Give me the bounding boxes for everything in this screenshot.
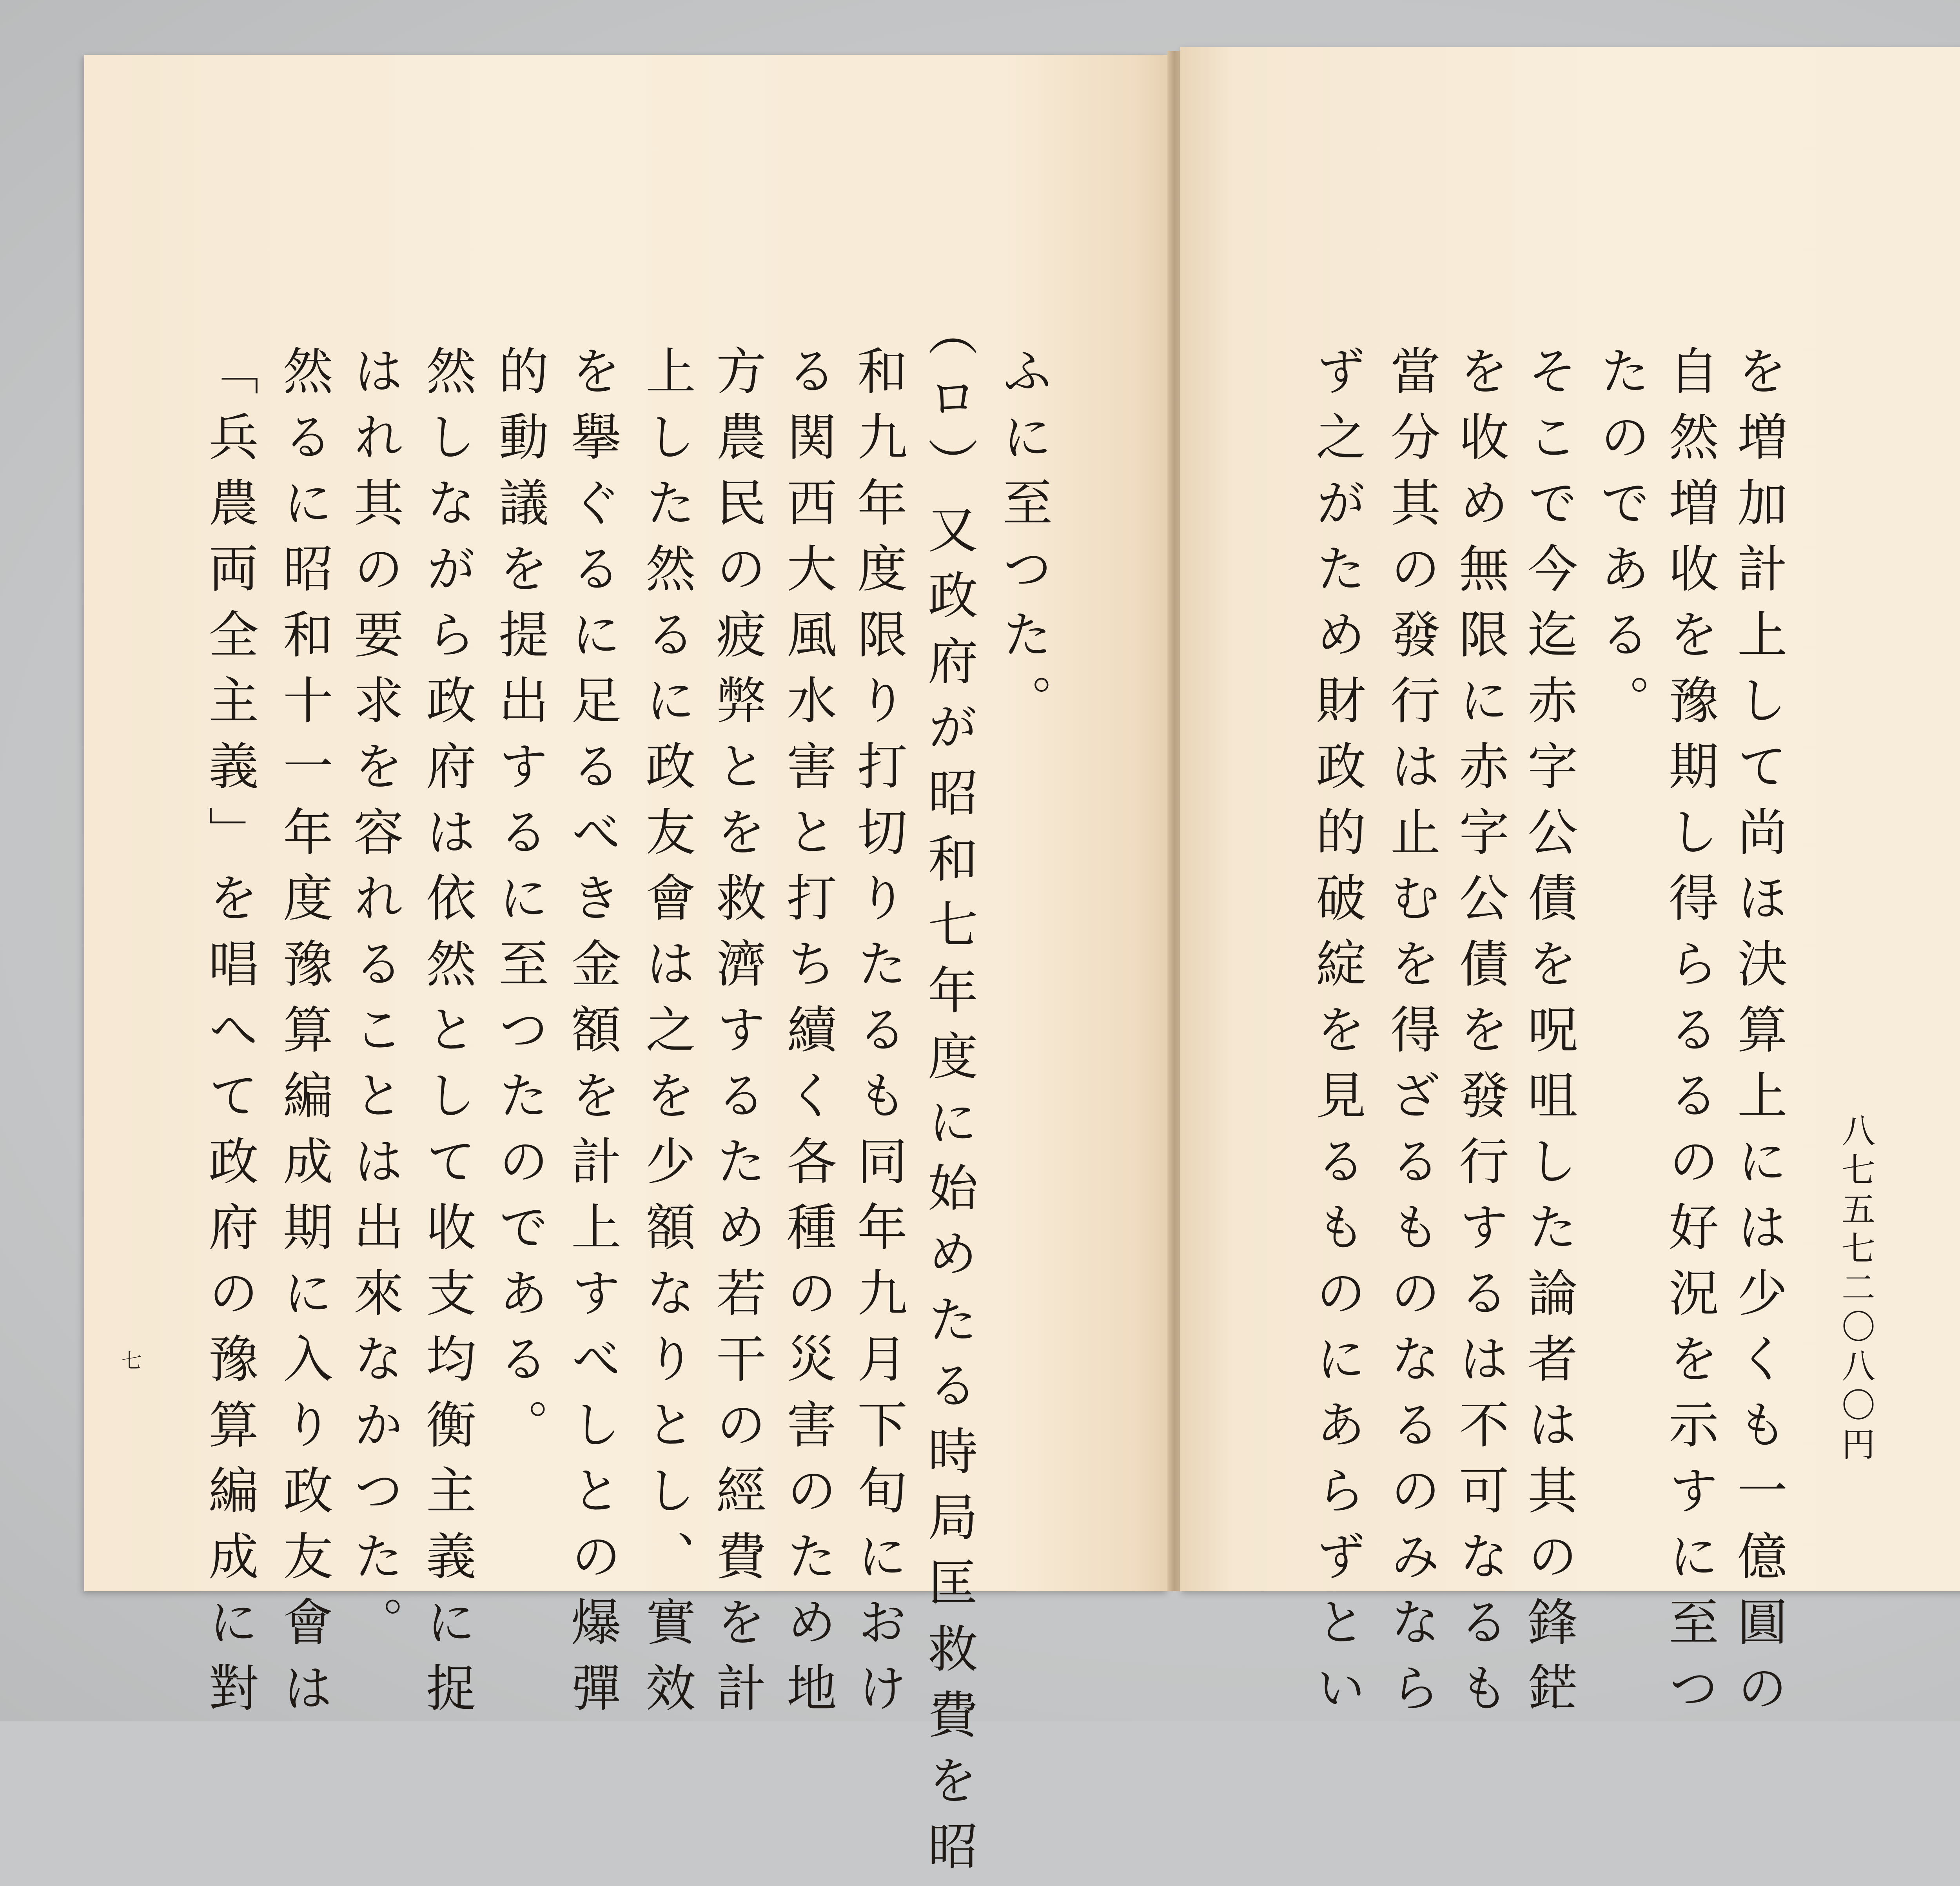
right-line-10: ず之がため財政的破綻を見るものにあらずとい	[1307, 345, 1366, 1728]
right-line-6: たのである。	[1592, 345, 1650, 740]
left-line-2: （ロ）又政府が昭和七年度に始めたる時局匡救費を昭	[919, 306, 978, 1886]
right-line-5: 自然増收を豫期し得らるるの好況を示すに至つ	[1660, 345, 1719, 1728]
left-line-12: 「兵農両全主義」を唱へて政府の豫算編成に對	[200, 345, 258, 1728]
right-line-9: 當分其の發行は止むを得ざるものなるのみなら	[1382, 345, 1440, 1728]
left-line-1: ふに至つた。	[994, 345, 1052, 740]
bleed-through	[1072, 243, 1119, 757]
right-line-7: そこで今迄赤字公債を呪咀した論者は其の鋒鋩	[1519, 345, 1577, 1728]
left-line-5: 方農民の疲弊とを救濟するため若干の經費を計	[708, 345, 766, 1728]
right-line-4: を増加計上して尚ほ決算上には少くも一億圓の	[1729, 345, 1787, 1728]
left-line-7: を擧ぐるに足るべき金額を計上すべしとの爆彈	[563, 345, 621, 1728]
left-line-11: 然るに昭和十一年度豫算編成期に入り政友會は	[274, 345, 333, 1728]
left-line-3: 和九年度限り打切りたるも同年九月下旬におけ	[849, 345, 907, 1728]
left-line-4: る関西大風水害と打ち續く各種の災害のため地	[778, 345, 837, 1728]
left-line-10: はれ其の要求を容れることは出來なかつた。	[345, 345, 403, 1662]
amount-increase-2: 八七五七二〇八〇円	[1836, 1113, 1875, 1466]
left-line-6: 上した然るに政友會は之を少額なりとし、實效	[637, 345, 695, 1728]
book-gutter	[1167, 51, 1181, 1591]
left-line-9: 然しながら政府は依然として收支均衡主義に捉	[417, 345, 476, 1728]
right-line-8: を收め無限に赤字公債を發行するは不可なるも	[1450, 345, 1509, 1728]
left-page-number: 七	[122, 1349, 142, 1373]
left-line-8: 的動議を提出するに至つたのである。	[490, 345, 548, 1464]
